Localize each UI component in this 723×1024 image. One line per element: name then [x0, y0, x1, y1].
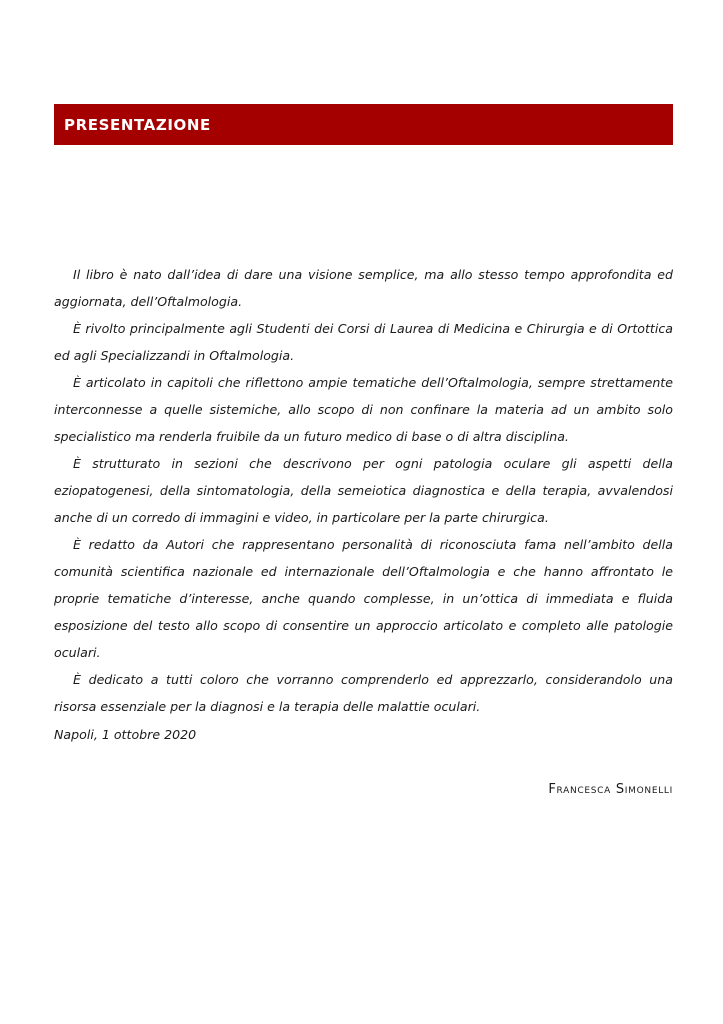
paragraph: Il libro è nato dall’idea di dare una visione semplice, ma allo stesso tempo approfondita ed aggiornata, dell’Oftalmologia.	[54, 267, 673, 309]
paragraph: È redatto da Autori che rappresentano personalità di riconosciuta fama nell’ambito della comunità scientifica nazionale ed internazionale dell’Oftalmologia e che hanno affrontato le proprie tematiche d’interesse, anche quando complesse, in un’ottica di immediata e fluida esposizione del testo allo scopo di consentire un approccio articolato e completo alle patologie oculari.	[54, 537, 673, 660]
paragraph: È rivolto principalmente agli Studenti dei Corsi di Laurea di Medicina e Chirurgia e di Ortottica ed agli Specializzandi in Oftalmologia.	[54, 321, 673, 363]
section-header-bar	[54, 104, 673, 145]
section-title: PRESENTAZIONE	[64, 116, 211, 134]
place-date: Napoli, 1 ottobre 2020	[54, 727, 197, 742]
presentation-body	[54, 261, 673, 720]
paragraph: È strutturato in sezioni che descrivono per ogni patologia oculare gli aspetti della eziopatogenesi, della sintomatologia, della semeiotica diagnostica e della terapia, avvalendosi anche di un corredo di immagini e video, in particolare per la parte chirurgica.	[54, 456, 673, 525]
paragraph: È articolato in capitoli che riflettono ampie tematiche dell’Oftalmologia, sempre strettamente interconnesse a quelle sistemiche, allo scopo di non confinare la materia ad un ambito solo specialistico ma renderla fruibile da un futuro medico di base o di altra disciplina.	[54, 375, 673, 444]
author-signature: Francesca Simonelli	[548, 782, 673, 797]
paragraph: È dedicato a tutti coloro che vorranno comprenderlo ed apprezzarlo, considerandolo una risorsa essenziale per la diagnosi e la terapia delle malattie oculari.	[54, 672, 673, 714]
